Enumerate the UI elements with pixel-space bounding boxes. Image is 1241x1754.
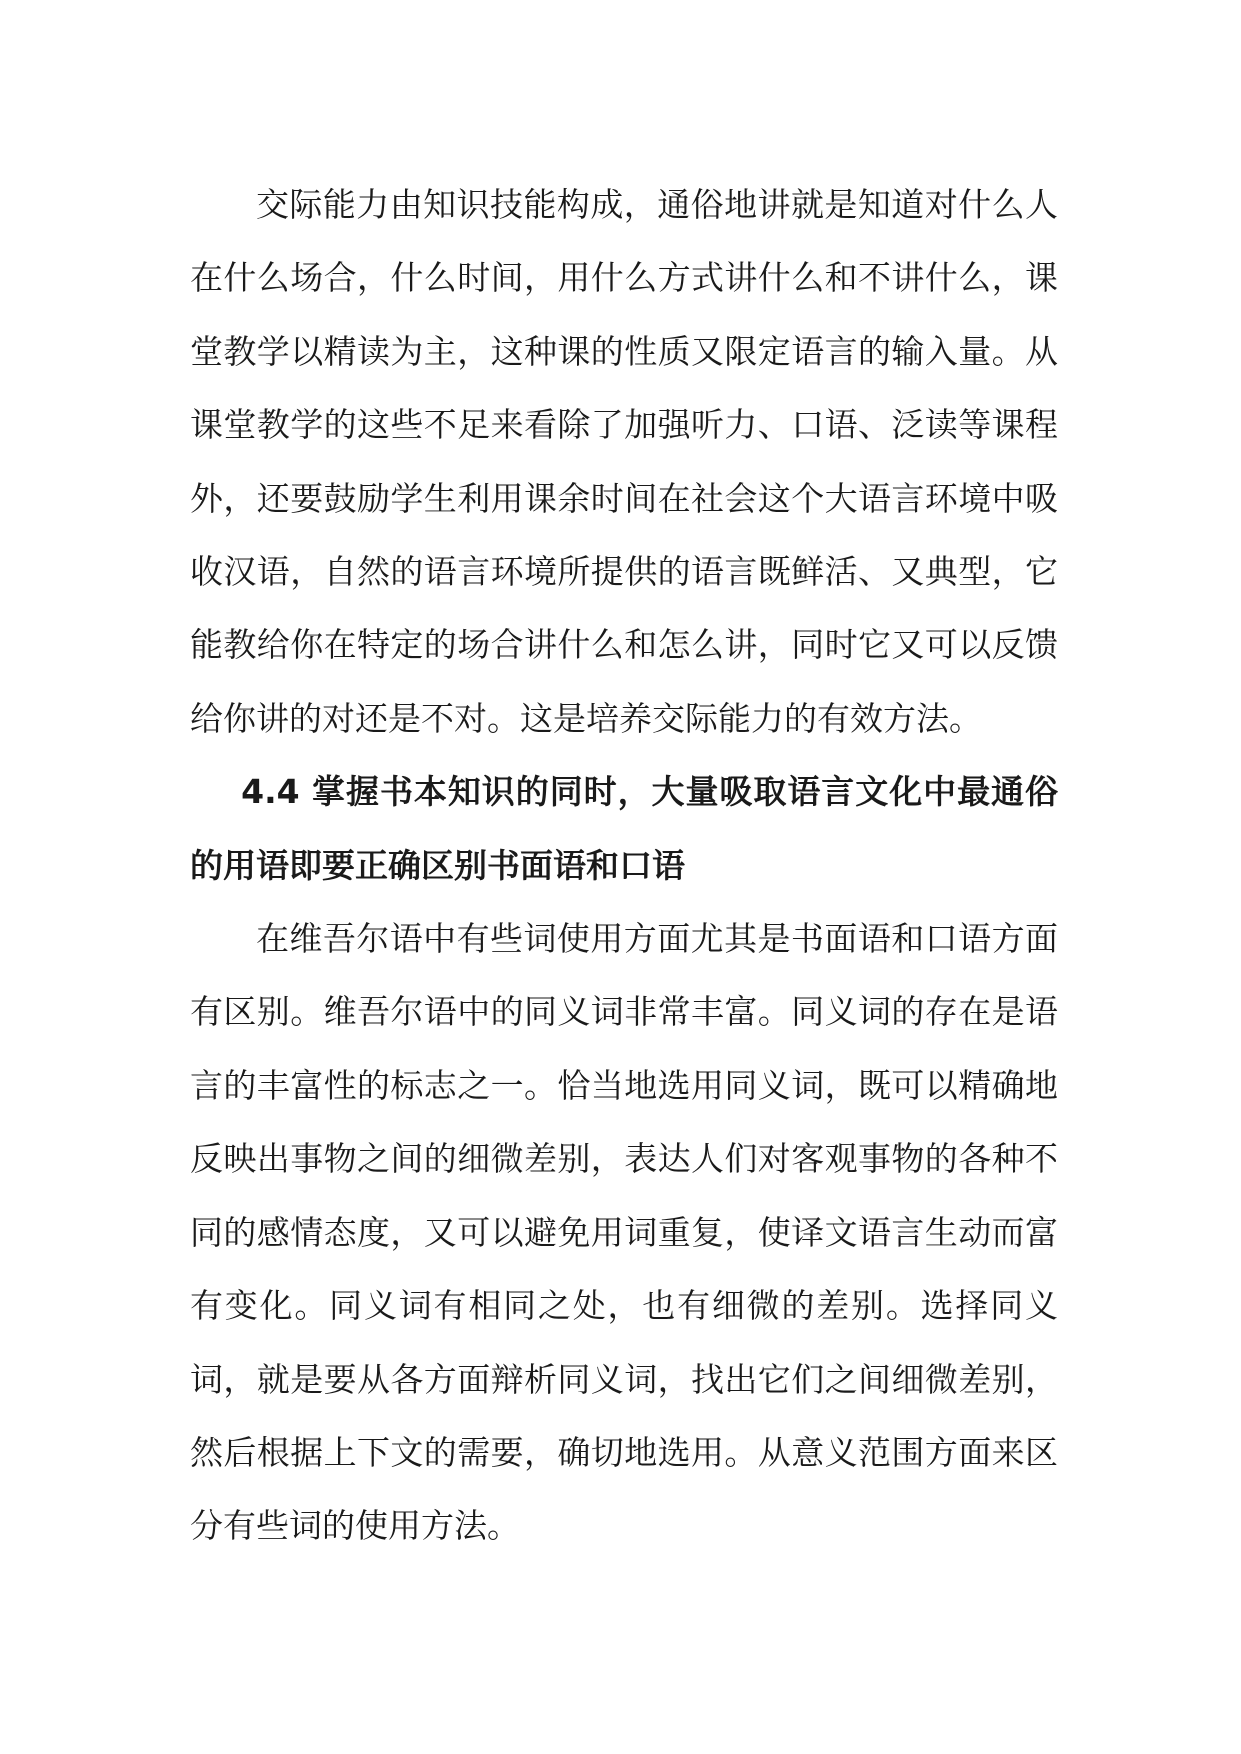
- section-heading: 4.4 掌握书本知识的同时，大量吸取语言文化中最通俗的用语即要正确区别书面语和口语: [190, 772, 1058, 885]
- body-paragraph-1: 交际能力由知识技能构成，通俗地讲就是知道对什么人在什么场合，什么时间，用什么方式讲什么和不讲什么，课堂教学以精读为主，这种课的性质又限定语言的输入量。从课堂教学的这些不足来看除了加强听力、口语、泛读等课程外，还要鼓励学生利用课余时间在社会这个大语言环境中吸收汉语，自然的语言环境所提供的语言既鲜活、又典型，它能教给你在特定的场合讲什么和怎么讲，同时它又可以反馈给你讲的对还是不对。这是培养交际能力的有效方法。: [190, 185, 1058, 738]
- body-paragraph-2: 在维吾尔语中有些词使用方面尤其是书面语和口语方面有区别。维吾尔语中的同义词非常丰富。同义词的存在是语言的丰富性的标志之一。恰当地选用同义词，既可以精确地反映出事物之间的细微差别，表达人们对客观事物的各种不同的感情态度，又可以避免用词重复，使译文语言生动而富有变化。同义词有相同之处，也有细微的差别。选择同义词，就是要从各方面辩析同义词，找出它们之间细微差别，然后根据上下文的需要，确切地选用。从意义范围方面来区分有些词的使用方法。: [190, 919, 1058, 1546]
- document-body: [190, 168, 1058, 1563]
